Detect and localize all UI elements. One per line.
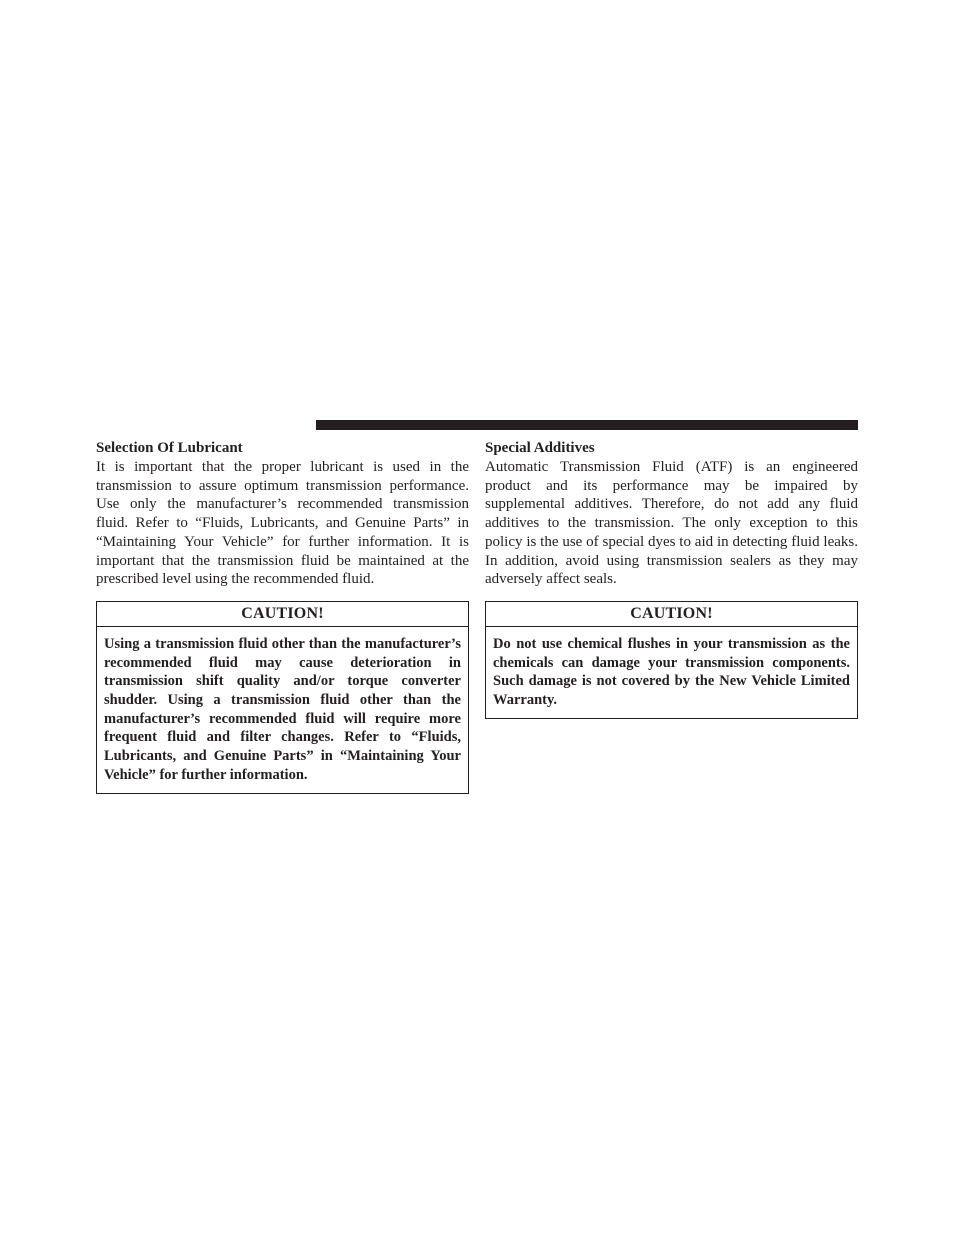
caution-text-additives: Do not use chemical flushes in your transmission as the chemicals can damage your transmission components. Such damage is not covered by the New Vehicle Limited Warranty. xyxy=(493,635,850,709)
section-heading-additives: Special Additives xyxy=(485,440,595,456)
caution-title: CAUTION! xyxy=(486,602,857,627)
additives-paragraph: Automatic Transmission Fluid (ATF) is an engineered product and its performance may be impaired by supplemental additives. Therefore, do not add any fluid additives to the transmission. The only exception to this policy is the use of special dyes to aid in detecting fluid leaks. In addition, avoid using transmission sealers as they may adversely affect seals. xyxy=(485,459,858,588)
caution-text-lubricant: Using a transmission fluid other than the manufacturer’s recommended fluid may cause deterioration in transmission shift quality and/or torque converter shudder. Using a transmission fluid other than the manufacturer’s recommended fluid will require more frequent fluid and filter changes. Refer to “Fluids, Lubricants, and Genuine Parts” in “Maintaining Your Vehicle” for further information. xyxy=(104,635,461,783)
left-column xyxy=(96,438,469,794)
caution-box-additives xyxy=(485,601,858,719)
section-heading-lubricant: Selection Of Lubricant xyxy=(96,440,243,456)
right-column xyxy=(485,438,858,719)
caution-title: CAUTION! xyxy=(97,602,468,627)
section-divider-bar xyxy=(316,420,858,430)
lubricant-paragraph: It is important that the proper lubricant is used in the transmission to assure optimum transmission performance. Use only the manufacturer’s recommended transmission fluid. Refer to “Fluids, Lubricants, and Genuine Parts” in “Maintaining Your Vehicle” for further information. It is important that the transmission fluid be maintained at the prescribed level using the recommended fluid. xyxy=(96,459,469,588)
caution-box-lubricant xyxy=(96,601,469,794)
